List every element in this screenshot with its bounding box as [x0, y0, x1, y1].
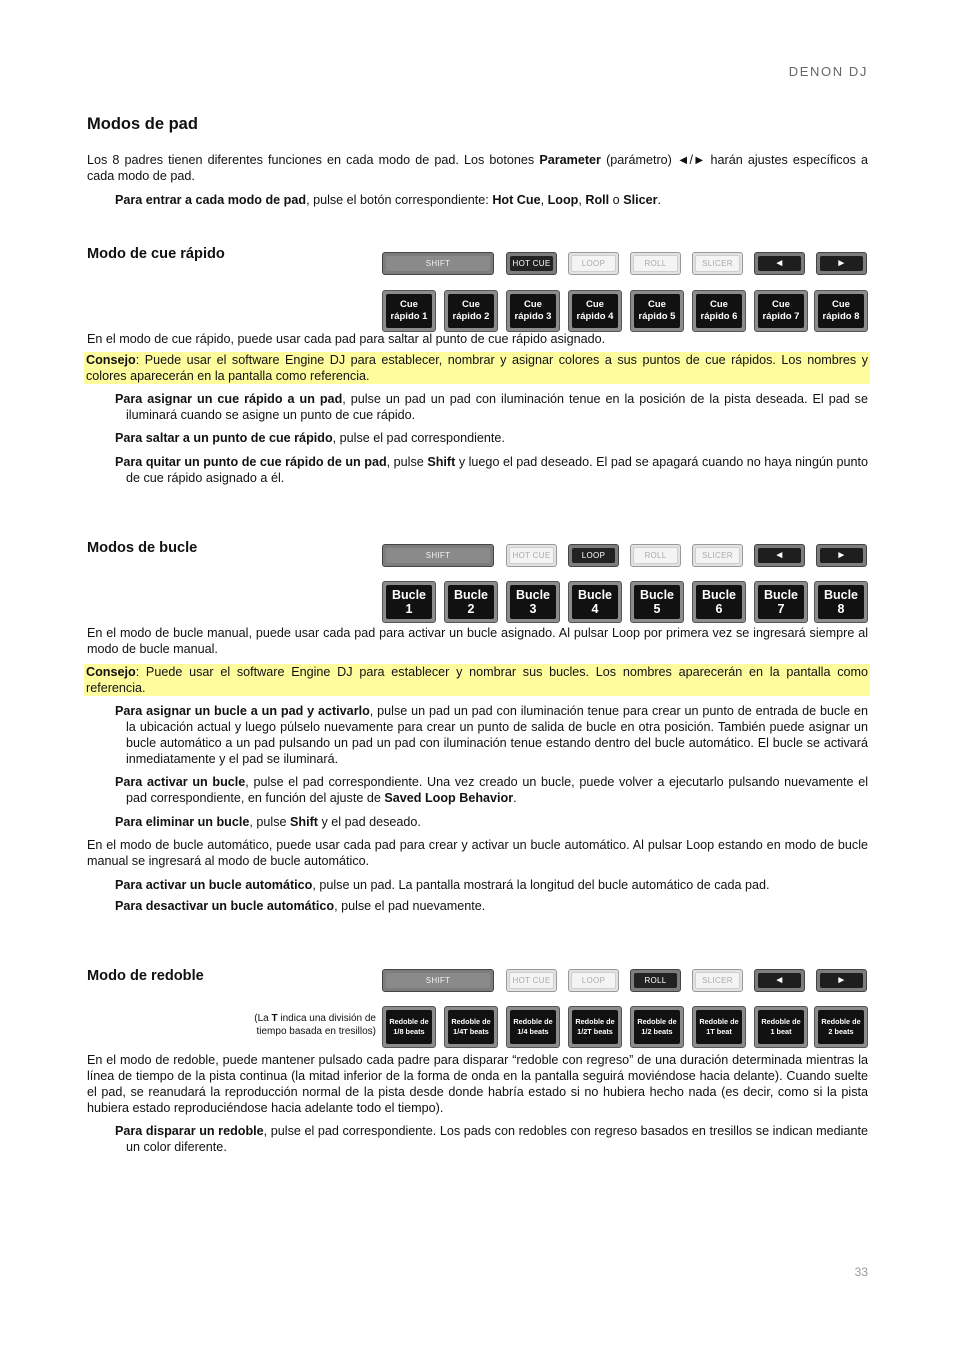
parameter-right-icon: ► [816, 969, 867, 992]
page-number: 33 [854, 1265, 868, 1279]
cue-instruction-assign: Para asignar un cue rápido a un pad, pulse un pad un pad con iluminación tenue en la posición de la pista deseada. El pad se iluminará cuando se asigne un punto de cue rápido. [115, 392, 868, 422]
pad: Bucle 4 [568, 581, 622, 623]
parameter-left-icon: ◄ [754, 544, 805, 567]
pad: Bucle 8 [814, 581, 868, 623]
parameter-right-icon: ► [816, 252, 867, 275]
pad: Cue rápido 6 [692, 290, 746, 332]
loop-paragraph-manual: En el modo de bucle manual, puede usar cada pad para activar un bucle asignado. Al pulsar Loop por primera vez se ingresará siempre al modo de bucle manual. [87, 626, 868, 656]
pad: Bucle 1 [382, 581, 436, 623]
cue-tip: Consejo: Puede usar el software Engine DJ para establecer, nombrar y asignar colores a sus puntos de cue rápidos. Los nombres y colores aparecerán en la pantalla como referencia. [86, 353, 868, 383]
loop-tip: Consejo: Puede usar el software Engine DJ para establecer y nombrar sus bucles. Los nombres aparecerán en la pantalla como referencia. [86, 665, 868, 695]
pad: Bucle 7 [754, 581, 808, 623]
loop-paragraph-auto: En el modo de bucle automático, puede usar cada pad para crear y activar un bucle automático. Al pulsar Loop estando en modo de bucle manual se ingresará al modo de bucle automático. [87, 838, 868, 868]
intro-instruction: Para entrar a cada modo de pad, pulse el botón correspondiente: Hot Cue, Loop, Roll o Slicer. [115, 193, 661, 207]
pad: Bucle 6 [692, 581, 746, 623]
hot-cue-button: HOT CUE [506, 252, 557, 275]
pad: Cue rápido 3 [506, 290, 560, 332]
cue-paragraph: En el modo de cue rápido, puede usar cada pad para saltar al punto de cue rápido asignado. [87, 332, 606, 346]
loop-instruction-delete: Para eliminar un bucle, pulse Shift y el pad deseado. [115, 815, 421, 829]
hot-cue-button: HOT CUE [506, 969, 557, 992]
pad: Redoble de 1T beat [692, 1006, 746, 1048]
pad: Cue rápido 8 [814, 290, 868, 332]
loop-pad-row [382, 581, 868, 623]
loop-button: LOOP [568, 969, 619, 992]
cue-heading: Modo de cue rápido [87, 246, 225, 262]
pad: Cue rápido 5 [630, 290, 684, 332]
pad: Cue rápido 7 [754, 290, 808, 332]
triplet-note: (La T indica una división de tiempo basada en tresillos) [254, 1013, 376, 1037]
pad: Redoble de 1/4 beats [506, 1006, 560, 1048]
parameter-left-icon: ◄ [754, 969, 805, 992]
slicer-button: SLICER [692, 969, 743, 992]
pad: Cue rápido 1 [382, 290, 436, 332]
shift-button: SHIFT [382, 969, 494, 992]
roll-button: ROLL [630, 544, 681, 567]
cue-instruction-jump: Para saltar a un punto de cue rápido, pulse el pad correspondiente. [115, 431, 505, 445]
cue-pad-row [382, 290, 868, 332]
roll-button: ROLL [630, 252, 681, 275]
pad: Redoble de 1/8 beats [382, 1006, 436, 1048]
roll-pad-row [382, 1006, 868, 1048]
intro-paragraph: Los 8 padres tienen diferentes funciones en cada modo de pad. Los botones Parameter (parámetro) ◄/► harán ajustes específicos a cada modo de pad. [87, 153, 869, 183]
loop-instruction-assign: Para asignar un bucle a un pad y activarlo, pulse un pad un pad con iluminación tenue para crear un punto de entrada de bucle en la ubicación actual y luego púlselo nuevamente para crear un punto de salida de bucle en otra posición. También puede asignar un bucle automático a un pad pulsando un pad un pad con iluminación tenue estando dentro del bucle automático. El bucle se activará inmediatamente y el pad se iluminará. [115, 704, 868, 766]
hot-cue-button: HOT CUE [506, 544, 557, 567]
pad: Redoble de 1/2 beats [630, 1006, 684, 1048]
pad: Redoble de 1 beat [754, 1006, 808, 1048]
pad: Bucle 3 [506, 581, 560, 623]
roll-button: ROLL [630, 969, 681, 992]
pad: Cue rápido 2 [444, 290, 498, 332]
cue-instruction-remove: Para quitar un punto de cue rápido de un pad, pulse Shift y luego el pad deseado. El pad se apagará cuando no haya ningún punto de cue rápido asignado a él. [115, 455, 868, 485]
pad: Bucle 5 [630, 581, 684, 623]
roll-button-row [382, 969, 868, 995]
loop-button-row [382, 544, 868, 570]
loop-instruction-auto-activate: Para activar un bucle automático, pulse un pad. La pantalla mostrará la longitud del bucle automático de cada pad. [115, 878, 770, 892]
slicer-button: SLICER [692, 252, 743, 275]
roll-instruction: Para disparar un redoble, pulse el pad correspondiente. Los pads con redobles con regreso basados en tresillos se indican mediante un color diferente. [115, 1124, 868, 1154]
shift-button: SHIFT [382, 544, 494, 567]
pad: Redoble de 1/4T beats [444, 1006, 498, 1048]
loop-instruction-auto-deactivate: Para desactivar un bucle automático, pulse el pad nuevamente. [115, 899, 486, 913]
roll-paragraph: En el modo de redoble, puede mantener pulsado cada padre para disparar “redoble con regreso” de una duración determinada mientras la línea de tiempo de la pista continua (la mitad inferior de la forma de onda en la pantalla seguirá moviéndose hacia delante). Cuando suelte el pad, se reanudará la reproducción normal de la pista desde donde habría estado si no hubiera hecho nada (es decir, como si la pista hubiera estado reproduciéndose hacia adelante todo el tiempo). [87, 1053, 868, 1115]
pad: Cue rápido 4 [568, 290, 622, 332]
brand-logo: DENON DJ [788, 64, 868, 79]
cue-button-row [382, 252, 868, 278]
loop-button: LOOP [568, 252, 619, 275]
parameter-left-icon: ◄ [754, 252, 805, 275]
page-title: Modos de pad [87, 115, 198, 133]
shift-button: SHIFT [382, 252, 494, 275]
pad: Redoble de 2 beats [814, 1006, 868, 1048]
pad: Bucle 2 [444, 581, 498, 623]
slicer-button: SLICER [692, 544, 743, 567]
parameter-right-icon: ► [816, 544, 867, 567]
loop-heading: Modos de bucle [87, 540, 198, 556]
pad: Redoble de 1/2T beats [568, 1006, 622, 1048]
loop-instruction-activate: Para activar un bucle, pulse el pad correspondiente. Una vez creado un bucle, puede volver a ejecutarlo pulsando nuevamente el pad correspondiente, en función del ajuste de Saved Loop Behavior. [115, 775, 868, 805]
loop-button: LOOP [568, 544, 619, 567]
roll-heading: Modo de redoble [87, 968, 204, 984]
